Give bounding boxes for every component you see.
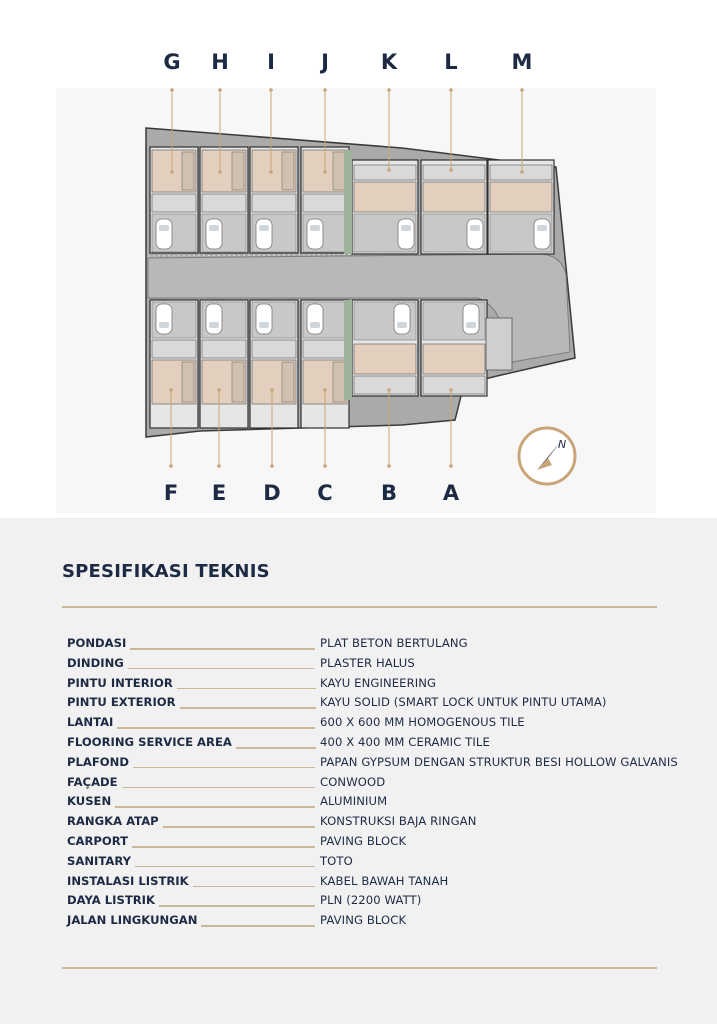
spec-key: FAÇADE: [67, 775, 122, 789]
car-icon: [463, 304, 479, 334]
floor-area: [423, 344, 485, 374]
car-icon: [256, 304, 272, 334]
spec-row: [67, 636, 697, 656]
spec-value: 600 X 600 MM HOMOGENOUS TILE: [320, 715, 525, 730]
guide-dot: [217, 464, 221, 468]
compass-letter: N: [558, 438, 567, 451]
spec-row: [67, 775, 697, 795]
spec-row: [67, 676, 697, 696]
guide-dot: [270, 388, 274, 392]
guide-dot: [387, 168, 391, 172]
car-icon: [467, 219, 483, 249]
guide-dot: [323, 388, 327, 392]
floor-area: [423, 182, 485, 212]
guide-dot: [217, 388, 221, 392]
leader-line: [122, 787, 315, 789]
service-area: [303, 340, 347, 358]
spec-value: PAPAN GYPSUM DENGAN STRUKTUR BESI HOLLOW GALVANIS: [320, 754, 678, 769]
service-area: [354, 165, 416, 180]
guide-dot: [218, 88, 222, 92]
unit-label-top: J: [321, 50, 329, 74]
spec-key: PLAFOND: [67, 755, 133, 769]
guide-dot: [449, 88, 453, 92]
top-row-units: [150, 147, 554, 254]
stair: [333, 152, 345, 190]
spec-key: SANITARY: [67, 854, 135, 868]
garden: [344, 300, 352, 400]
guide-dot: [387, 464, 391, 468]
floor-area: [490, 182, 552, 212]
guide-dot: [449, 464, 453, 468]
spec-value: PLAT BETON BERTULANG: [320, 636, 468, 650]
guide-dot: [269, 88, 273, 92]
spec-row: [67, 874, 697, 894]
leader-line: [115, 806, 315, 808]
unit-label-top: I: [267, 50, 275, 74]
guide-dot: [323, 170, 327, 174]
guide-dot: [387, 88, 391, 92]
stair: [232, 362, 244, 402]
spec-row: [67, 715, 697, 735]
leader-line: [236, 747, 316, 749]
unit-label-bottom: D: [263, 481, 281, 505]
car-icon: [156, 219, 172, 249]
guide-dot: [170, 170, 174, 174]
service-area: [423, 165, 485, 180]
leader-line: [133, 767, 315, 769]
spec-row: [67, 913, 697, 933]
unit-label-bottom: A: [442, 481, 460, 505]
car-icon: [256, 219, 272, 249]
divider-bottom: [62, 967, 657, 969]
guide-dot: [270, 464, 274, 468]
service-area: [152, 194, 196, 212]
service-area: [152, 340, 196, 358]
unit-label-top: G: [163, 50, 181, 74]
spec-value: PLN (2200 WATT): [320, 893, 422, 908]
service-area: [423, 376, 485, 394]
guide-dot: [169, 388, 173, 392]
stair: [282, 362, 294, 402]
car-icon: [206, 304, 222, 334]
leader-line: [159, 905, 315, 907]
spec-key: DAYA LISTRIK: [67, 893, 159, 907]
spec-row: [67, 695, 697, 715]
service-area: [303, 194, 347, 212]
guide-dot: [387, 388, 391, 392]
spec-row: [67, 755, 697, 775]
stair: [333, 362, 345, 402]
stair: [282, 152, 294, 190]
guide-dot: [323, 464, 327, 468]
service-area: [252, 194, 296, 212]
car-icon: [398, 219, 414, 249]
leader-line: [193, 886, 315, 888]
spec-row: [67, 814, 697, 834]
spec-key: PONDASI: [67, 636, 130, 650]
spec-key: KUSEN: [67, 794, 115, 808]
spec-key: DINDING: [67, 656, 128, 670]
spec-row: [67, 794, 697, 814]
leader-line: [132, 846, 315, 848]
spec-value: KAYU ENGINEERING: [320, 675, 437, 690]
spec-key: RANGKA ATAP: [67, 814, 163, 828]
utility-building: [486, 318, 512, 370]
car-icon: [307, 304, 323, 334]
guide-dot: [169, 464, 173, 468]
car-icon: [307, 219, 323, 249]
leader-line: [180, 707, 316, 709]
service-area: [354, 376, 416, 394]
spec-value: KONSTRUKSI BAJA RINGAN: [320, 814, 477, 829]
spec-value: KAYU SOLID (SMART LOCK UNTUK PINTU UTAMA): [320, 695, 607, 710]
leader-line: [117, 727, 315, 729]
spec-title: SPESIFIKASI TEKNIS: [62, 561, 270, 582]
guide-dot: [449, 388, 453, 392]
spec-key: JALAN LINGKUNGAN: [67, 913, 201, 927]
spec-value: 400 X 400 MM CERAMIC TILE: [320, 735, 490, 749]
car-icon: [534, 219, 550, 249]
unit-label-bottom: B: [380, 481, 397, 505]
guide-dot: [218, 170, 222, 174]
leader-line: [130, 648, 315, 650]
spec-value: ALUMINIUM: [320, 794, 388, 809]
spec-row: [67, 854, 697, 874]
stair: [182, 152, 194, 190]
spec-value: PAVING BLOCK: [320, 913, 407, 928]
car-icon: [394, 304, 410, 334]
guide-dot: [269, 170, 273, 174]
unit-label-top: H: [211, 50, 229, 74]
spec-key: LANTAI: [67, 715, 117, 729]
spec-value: KABEL BAWAH TANAH: [320, 873, 449, 888]
unit-label-bottom: F: [163, 481, 179, 505]
spec-key: PINTU INTERIOR: [67, 676, 177, 690]
spec-row: [67, 893, 697, 913]
guide-dot: [520, 88, 524, 92]
technical-spec-section: [0, 518, 717, 1024]
spec-value: PAVING BLOCK: [320, 834, 407, 848]
guide-dot: [449, 168, 453, 172]
stair: [232, 152, 244, 190]
leader-line: [135, 866, 315, 868]
service-area: [202, 340, 246, 358]
floor-area: [354, 344, 416, 374]
floor-area: [354, 182, 416, 212]
leader-line: [163, 826, 315, 828]
spec-key: FLOORING SERVICE AREA: [67, 735, 236, 749]
car-icon: [206, 219, 222, 249]
guide-dot: [170, 88, 174, 92]
north-compass-icon: [519, 428, 575, 484]
spec-row: [67, 735, 697, 755]
garden: [344, 150, 352, 254]
unit-label-top: L: [444, 50, 458, 74]
service-area: [252, 340, 296, 358]
leader-line: [201, 925, 315, 927]
spec-row: [67, 656, 697, 676]
spec-value: TOTO: [320, 853, 353, 868]
unit-label-top: M: [511, 50, 533, 74]
divider-top: [62, 606, 657, 608]
service-area: [202, 194, 246, 212]
guide-dot: [520, 170, 524, 174]
guide-dot: [323, 88, 327, 92]
car-icon: [156, 304, 172, 334]
spec-key: CARPORT: [67, 834, 132, 848]
stair: [182, 362, 194, 402]
spec-row: [67, 834, 697, 854]
spec-key: INSTALASI LISTRIK: [67, 874, 193, 888]
spec-key: PINTU EXTERIOR: [67, 695, 180, 709]
leader-line: [177, 688, 316, 690]
spec-value: PLASTER HALUS: [320, 655, 415, 670]
leader-line: [128, 668, 314, 670]
unit-label-bottom: E: [211, 481, 227, 505]
unit-label-top: K: [380, 50, 398, 74]
unit-label-bottom: C: [317, 481, 333, 505]
spec-value: CONWOOD: [320, 774, 386, 789]
